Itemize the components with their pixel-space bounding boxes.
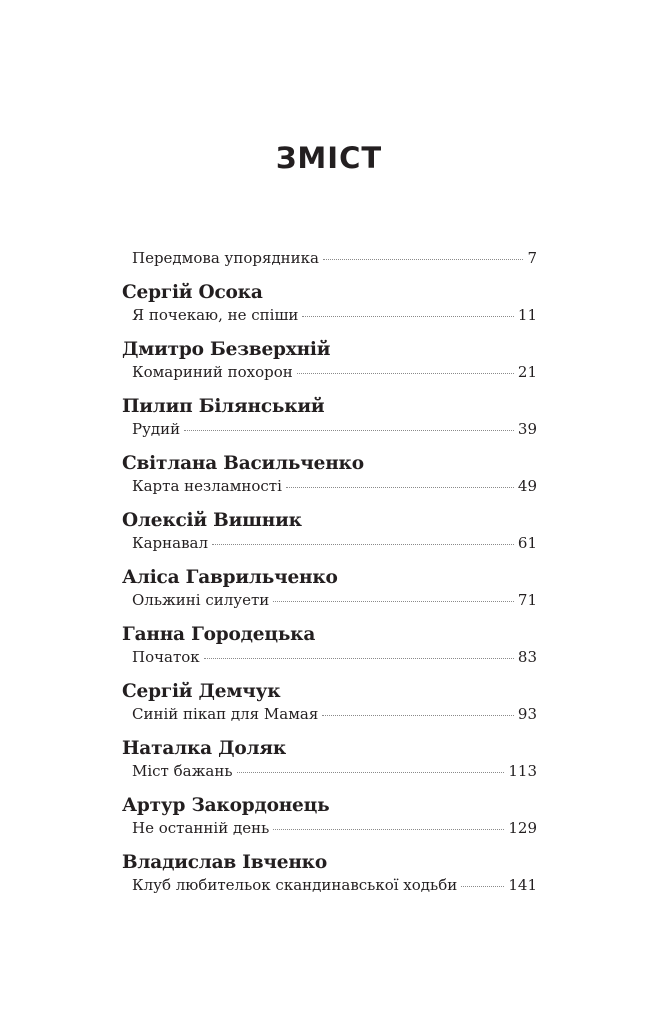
author-name: Наталка Доляк <box>122 738 287 759</box>
author-name: Сергій Осока <box>122 282 263 303</box>
page-number: 11 <box>517 306 537 324</box>
story-line <box>132 703 537 725</box>
story-line <box>132 817 537 839</box>
preface-page-number: 7 <box>527 249 537 267</box>
toc-entry <box>122 738 537 782</box>
toc-entry <box>122 681 537 725</box>
page-number: 113 <box>508 762 537 780</box>
author-name: Олексій Вишник <box>122 510 302 531</box>
story-line <box>132 760 537 782</box>
page-number: 93 <box>517 705 537 723</box>
dot-leader <box>297 373 514 374</box>
author-name: Аліса Гаврильченко <box>122 567 338 588</box>
story-line <box>132 418 537 440</box>
story-title: Не останній день <box>132 819 270 837</box>
toc-entry <box>122 453 537 497</box>
story-line <box>132 475 537 497</box>
story-line <box>132 589 537 611</box>
story-line <box>132 361 537 383</box>
dot-leader <box>302 316 514 317</box>
dot-leader <box>323 259 523 260</box>
dot-leader <box>461 886 504 887</box>
preface-entry <box>132 247 537 269</box>
story-title: Міст бажань <box>132 762 233 780</box>
page-number: 129 <box>508 819 537 837</box>
dot-leader <box>184 430 514 431</box>
toc-entry <box>122 339 537 383</box>
author-name: Сергій Демчук <box>122 681 281 702</box>
page-number: 49 <box>517 477 537 495</box>
preface-title: Передмова упорядника <box>132 249 319 267</box>
author-name: Владислав Івченко <box>122 852 327 873</box>
page-number: 71 <box>517 591 537 609</box>
story-title: Комариний похорон <box>132 363 293 381</box>
author-name: Ганна Городецька <box>122 624 316 645</box>
story-line <box>132 874 537 896</box>
story-title: Синій пікап для Мамая <box>132 705 319 723</box>
story-title: Ольжині силуети <box>132 591 270 609</box>
page-number: 61 <box>517 534 537 552</box>
dot-leader <box>273 829 504 830</box>
author-name: Світлана Васильченко <box>122 453 364 474</box>
toc-entry <box>122 852 537 896</box>
toc-entry <box>122 795 537 839</box>
dot-leader <box>237 772 505 773</box>
toc-entry <box>122 510 537 554</box>
dot-leader <box>204 658 514 659</box>
dot-leader <box>286 487 514 488</box>
story-title: Карта незламності <box>132 477 282 495</box>
toc-entry <box>122 567 537 611</box>
story-title: Я почекаю, не спіши <box>132 306 299 324</box>
story-title: Початок <box>132 648 200 666</box>
page-number: 83 <box>517 648 537 666</box>
author-name: Дмитро Безверхній <box>122 339 331 360</box>
story-line <box>132 532 537 554</box>
story-title: Карнавал <box>132 534 209 552</box>
author-name: Пилип Білянський <box>122 396 325 417</box>
story-title: Рудий <box>132 420 181 438</box>
dot-leader <box>322 715 514 716</box>
toc-entry <box>122 624 537 668</box>
dot-leader <box>273 601 514 602</box>
table-of-contents <box>122 247 537 896</box>
toc-entry <box>122 282 537 326</box>
page-title: ЗМІСТ <box>275 141 383 175</box>
page-number: 141 <box>508 876 537 894</box>
story-line <box>132 304 537 326</box>
story-line <box>132 646 537 668</box>
author-name: Артур Закордонець <box>122 795 330 816</box>
page-number: 39 <box>517 420 537 438</box>
story-title: Клуб любительок скандинавської ходьби <box>132 876 458 894</box>
toc-entry <box>122 396 537 440</box>
dot-leader <box>212 544 514 545</box>
page-number: 21 <box>517 363 537 381</box>
